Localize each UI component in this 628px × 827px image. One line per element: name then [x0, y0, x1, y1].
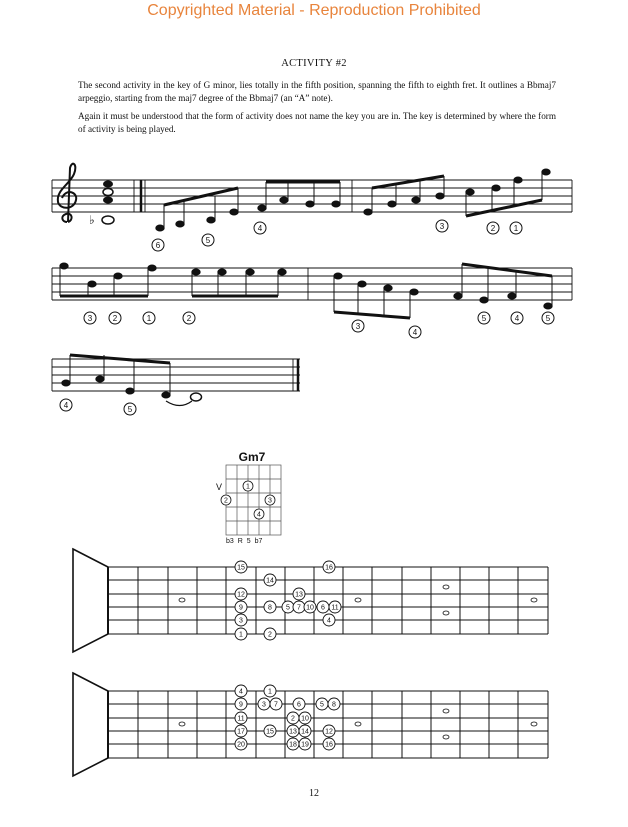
fingering-label: 5: [545, 314, 551, 323]
key-paragraph: Again it must be understood that the form of activity does not name the key you are in. The key is determined by where the form of activity is being played.: [78, 111, 556, 134]
fret-dot-label: 11: [331, 604, 339, 612]
fret-dot-label: 19: [301, 741, 309, 749]
fret-dot-label: 2: [268, 631, 272, 639]
fret-dot-label: 9: [239, 701, 243, 709]
fret-dot-label: 5: [320, 701, 324, 709]
fret-dot-label: 16: [325, 564, 333, 572]
fret-dot-label: 6: [321, 604, 325, 612]
fingering-label: 3: [355, 322, 361, 331]
fretboard-1: [73, 549, 548, 652]
fret-dot-label: 14: [266, 577, 274, 585]
fret-dot-label: 8: [332, 701, 336, 709]
fingering-label: 1: [146, 314, 152, 323]
fret-dot-label: 13: [295, 591, 303, 599]
fret-dot-label: 7: [297, 604, 301, 612]
fingering-label: 2: [112, 314, 118, 323]
fret-dot-label: 7: [274, 701, 278, 709]
fingering-label: 3: [87, 314, 93, 323]
fret-dot-label: 2: [291, 715, 295, 723]
fret-dot-label: 12: [325, 728, 333, 736]
chord-intervals: b3 R 5 b7: [226, 538, 263, 545]
fret-dot-label: 3: [239, 617, 243, 625]
page-number: 12: [309, 788, 319, 799]
fret-dot-label: 14: [301, 728, 309, 736]
fret-dot-label: 13: [289, 728, 297, 736]
fingering-label: 5: [205, 236, 211, 245]
finger-label: 2: [224, 497, 228, 505]
fretboard-2: [73, 673, 548, 776]
intro-paragraph: The second activity in the key of G minor, lies totally in the fifth position, spanning the fifth to eighth fret. It outlines a Bbmaj7 arpeggio, starting from the maj7 degree of the Bbmaj7 (an “A” note).: [78, 80, 556, 103]
fingering-label: 6: [155, 241, 161, 250]
fingering-label: 2: [490, 224, 496, 233]
fret-dot-label: 12: [237, 591, 245, 599]
fret-dot-label: 4: [327, 617, 331, 625]
finger-label: 4: [257, 511, 261, 519]
chord-name: Gm7: [238, 450, 266, 464]
fret-dot-label: 20: [237, 741, 245, 749]
fret-dot-label: 10: [301, 715, 309, 723]
fingering-label: 4: [514, 314, 520, 323]
fret-dot-label: 11: [237, 715, 245, 723]
fingering-label: 3: [439, 222, 445, 231]
fret-dot-label: 6: [297, 701, 301, 709]
finger-label: 3: [268, 497, 272, 505]
fingering-label: 1: [513, 224, 519, 233]
fret-dot-label: 15: [266, 728, 274, 736]
fret-dot-label: 17: [237, 728, 245, 736]
fret-dot-label: 1: [268, 688, 272, 696]
fret-dot-label: 9: [239, 604, 243, 612]
fingering-label: 4: [412, 328, 418, 337]
copyright-watermark: Copyrighted Material - Reproduction Prohibited: [147, 2, 481, 19]
fret-dot-label: 5: [286, 604, 290, 612]
fret-dot-label: 18: [289, 741, 297, 749]
fret-dot-label: 1: [239, 631, 243, 639]
position-marker: V: [216, 482, 223, 492]
fret-dot-label: 3: [262, 701, 266, 709]
finger-label: 1: [246, 483, 250, 491]
fret-dot-label: 16: [325, 741, 333, 749]
fingering-label: 5: [481, 314, 487, 323]
activity-title: ACTIVITY #2: [281, 58, 347, 69]
fingering-label: 2: [186, 314, 192, 323]
fingering-label: 4: [257, 224, 263, 233]
fret-dot-label: 15: [237, 564, 245, 572]
fingering-label: 5: [127, 405, 133, 414]
fret-dot-label: 4: [239, 688, 243, 696]
fingering-label: 4: [63, 401, 69, 410]
svg-text:♭: ♭: [89, 213, 95, 227]
fret-dot-label: 10: [306, 604, 314, 612]
fret-dot-label: 8: [268, 604, 272, 612]
